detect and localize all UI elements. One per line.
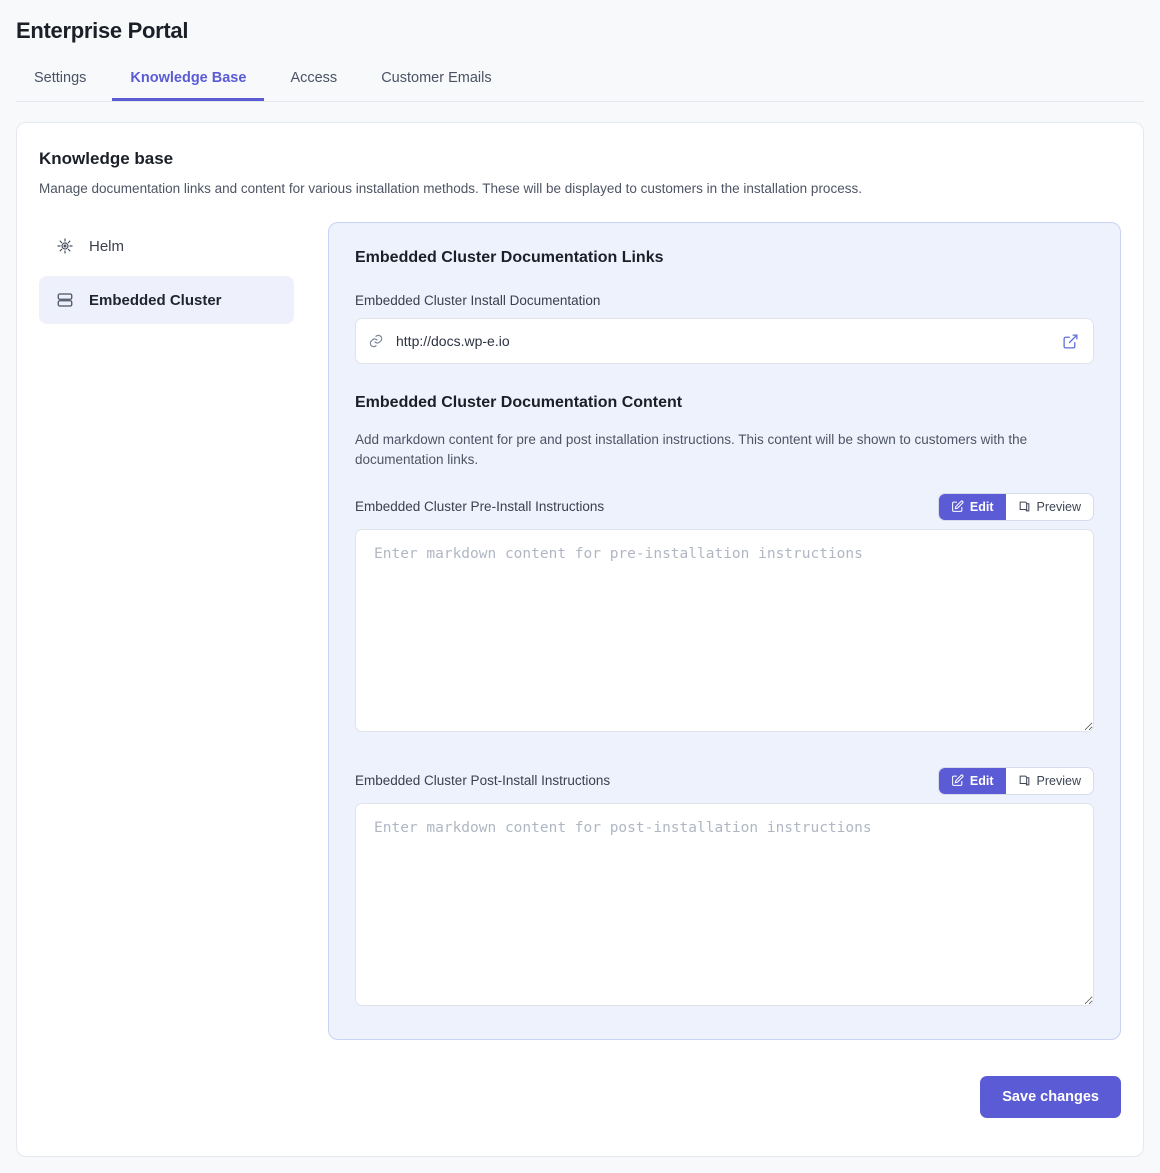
server-stack-icon	[55, 290, 75, 310]
method-sidebar	[39, 222, 294, 330]
install-doc-label: Embedded Cluster Install Documentation	[355, 293, 601, 308]
pre-install-preview-label: Preview	[1036, 499, 1081, 514]
pre-install-mode-toggle	[938, 493, 1094, 521]
card-footer	[39, 1076, 1121, 1118]
post-install-edit-button[interactable]	[939, 768, 1006, 794]
pre-install-edit-label: Edit	[969, 499, 994, 514]
documentation-links-title: Embedded Cluster Documentation Links	[355, 249, 664, 266]
pencil-square-icon	[951, 774, 964, 787]
sidebar-item-label: Helm	[89, 237, 125, 255]
pre-install-edit-button[interactable]	[939, 494, 1006, 520]
tab-settings[interactable]: Settings	[34, 70, 87, 86]
post-install-preview-label: Preview	[1036, 773, 1081, 788]
book-preview-icon	[1018, 500, 1031, 513]
post-install-label: Embedded Cluster Post-Install Instructions	[355, 773, 611, 788]
pencil-square-icon	[951, 500, 964, 513]
pre-install-preview-button[interactable]	[1006, 494, 1093, 520]
post-install-textarea[interactable]	[355, 803, 1094, 1006]
open-external-link-icon[interactable]	[1060, 331, 1081, 352]
documentation-content-title: Embedded Cluster Documentation Content	[355, 394, 683, 411]
main-tabs	[16, 60, 1144, 102]
card-title: Knowledge base	[39, 149, 174, 168]
sidebar-item-embedded-cluster[interactable]	[39, 276, 294, 324]
pre-install-textarea[interactable]	[355, 529, 1094, 732]
install-doc-input[interactable]	[394, 332, 1060, 350]
card-subtitle: Manage documentation links and content for various installation methods. These will be displayed to customers in the installation process.	[39, 181, 862, 196]
link-icon	[368, 333, 384, 349]
book-preview-icon	[1018, 774, 1031, 787]
pre-install-label: Embedded Cluster Pre-Install Instructions	[355, 499, 605, 514]
embedded-cluster-panel	[328, 222, 1121, 1040]
sidebar-item-helm[interactable]	[39, 222, 294, 270]
pre-install-editor-header	[355, 493, 1094, 521]
save-changes-button[interactable]: Save changes	[980, 1076, 1121, 1118]
knowledge-base-card	[16, 122, 1144, 1157]
sidebar-item-label: Embedded Cluster	[89, 291, 222, 309]
post-install-edit-label: Edit	[969, 773, 994, 788]
post-install-editor-header	[355, 767, 1094, 795]
app-header	[0, 0, 1160, 102]
page-title: Enterprise Portal	[16, 18, 189, 43]
documentation-content-description: Add markdown content for pre and post installation instructions. This content will be shown to customers with the documentation links.	[355, 432, 1028, 468]
tab-access[interactable]: Access	[290, 70, 338, 86]
post-install-mode-toggle	[938, 767, 1094, 795]
install-doc-input-wrap	[355, 318, 1094, 364]
helm-wheel-icon	[55, 236, 75, 256]
post-install-preview-button[interactable]	[1006, 768, 1093, 794]
tab-customer-emails[interactable]: Customer Emails	[381, 70, 492, 86]
tab-knowledge-base[interactable]: Knowledge Base	[112, 60, 264, 101]
content-row	[39, 222, 1121, 1040]
